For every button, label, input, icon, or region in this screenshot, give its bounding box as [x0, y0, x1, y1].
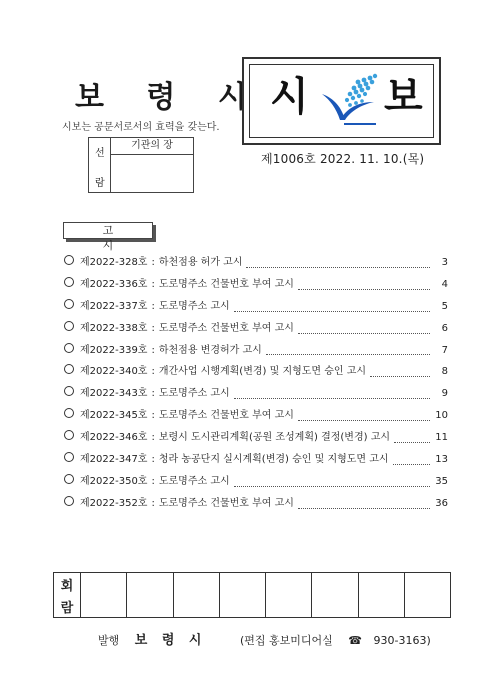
dot-leader	[393, 463, 430, 465]
page-number: 3	[441, 257, 448, 268]
notice-title: 도로명주소 건물번호 부여 고시	[158, 322, 294, 334]
toc-item	[64, 341, 448, 363]
separator: :	[151, 344, 155, 356]
separator: :	[151, 454, 155, 466]
sign-box-label-bottom: 람	[95, 178, 105, 189]
city-name: 보 령 시	[75, 80, 263, 115]
dot-leader	[394, 441, 430, 443]
notice-title: 도로명주소 고시	[158, 300, 230, 312]
page-number: 5	[441, 300, 448, 312]
page-number: 36	[435, 497, 448, 509]
circulation-cell	[81, 573, 127, 617]
circle-bullet-icon	[64, 255, 74, 265]
masthead	[242, 57, 441, 145]
circulation-cell	[127, 573, 173, 617]
circle-bullet-icon	[64, 474, 74, 484]
notice-title: 하천점용 허가 고시	[158, 257, 243, 268]
circle-bullet-icon	[64, 386, 74, 396]
notice-number: 제2022-340호	[80, 366, 148, 378]
publisher-name: 보 령 시	[134, 633, 207, 648]
notice-title: 도로명주소 고시	[158, 475, 230, 487]
notice-title: 도로명주소 건물번호 부여 고시	[158, 410, 294, 422]
page-number: 8	[441, 366, 448, 378]
city-emblem-icon	[320, 72, 378, 130]
page-number: 13	[435, 454, 448, 466]
dot-leader	[266, 353, 430, 355]
separator: :	[151, 475, 155, 487]
circle-bullet-icon	[64, 299, 74, 309]
toc-item	[64, 472, 448, 494]
circulation-table	[53, 572, 451, 618]
circle-bullet-icon	[64, 321, 74, 331]
dot-leader	[298, 419, 430, 421]
publisher-label: 발행	[98, 634, 120, 647]
toc-item	[64, 319, 448, 341]
page-number: 10	[435, 410, 448, 422]
circle-bullet-icon	[64, 277, 74, 287]
toc-item	[64, 428, 448, 450]
separator: :	[151, 432, 155, 444]
toc-item	[64, 450, 448, 472]
toc-item	[64, 384, 448, 406]
toc-item	[64, 275, 448, 297]
toc-item	[64, 494, 448, 516]
section-heading: 고 시	[63, 222, 153, 239]
separator: :	[151, 278, 155, 290]
validity-note: 시보는 공문서로서의 효력을 갖는다.	[62, 122, 220, 133]
phone-number: 930-3163)	[373, 634, 431, 647]
circulation-label-top: 회	[60, 578, 74, 594]
sign-box-side-label	[89, 138, 111, 192]
table-of-contents	[64, 253, 448, 516]
dot-leader	[298, 507, 430, 509]
notice-number: 제2022-346호	[80, 432, 148, 444]
separator: :	[151, 300, 155, 312]
separator: :	[151, 366, 155, 378]
separator: :	[151, 388, 155, 400]
notice-number: 제2022-347호	[80, 454, 148, 466]
toc-item	[64, 362, 448, 384]
page-number: 11	[435, 432, 448, 444]
notice-number: 제2022-352호	[80, 497, 148, 509]
sign-box-label-top: 선	[95, 148, 105, 159]
dot-leader	[234, 397, 430, 399]
toc-item	[64, 297, 448, 319]
circulation-label-bottom: 람	[60, 600, 74, 616]
page-number: 7	[441, 344, 448, 356]
dot-leader	[298, 332, 430, 334]
issue-number-date: 제1006호 2022. 11. 10.(목)	[261, 152, 425, 166]
notice-number: 제2022-350호	[80, 475, 148, 487]
circle-bullet-icon	[64, 496, 74, 506]
circle-bullet-icon	[64, 343, 74, 353]
notice-number: 제2022-339호	[80, 344, 148, 356]
circle-bullet-icon	[64, 364, 74, 374]
dot-leader	[234, 485, 430, 487]
notice-number: 제2022-336호	[80, 278, 148, 290]
circulation-label	[54, 573, 81, 617]
masthead-right-char: 보	[384, 74, 423, 120]
dot-leader	[298, 288, 430, 290]
page-number: 35	[435, 475, 448, 487]
notice-number: 제2022-328호	[80, 257, 148, 268]
circulation-cell	[174, 573, 220, 617]
page-number: 9	[441, 388, 448, 400]
notice-number: 제2022-337호	[80, 300, 148, 312]
notice-title: 청라 농공단지 실시계획(변경) 승인 및 지형도면 고시	[158, 454, 389, 466]
circulation-cell	[405, 573, 450, 617]
circle-bullet-icon	[64, 452, 74, 462]
toc-item	[64, 406, 448, 428]
masthead-left-char: 시	[270, 74, 309, 120]
editor-info: (편집 홍보미디어실	[240, 634, 333, 647]
notice-number: 제2022-345호	[80, 410, 148, 422]
notice-number: 제2022-343호	[80, 388, 148, 400]
separator: :	[151, 497, 155, 509]
toc-item	[64, 253, 448, 275]
dot-leader	[370, 375, 430, 377]
page-number: 6	[441, 322, 448, 334]
notice-title: 도로명주소 고시	[158, 388, 230, 400]
notice-title: 보령시 도시관리계획(공원 조성계획) 결정(변경) 고시	[158, 432, 391, 444]
separator: :	[151, 257, 155, 268]
notice-title: 도로명주소 건물번호 부여 고시	[158, 497, 294, 509]
notice-number: 제2022-338호	[80, 322, 148, 334]
footer	[98, 629, 431, 648]
notice-title: 개간사업 시행계획(변경) 및 지형도면 승인 고시	[158, 366, 367, 378]
notice-title: 하천점용 변경허가 고시	[158, 344, 262, 356]
dot-leader	[246, 266, 430, 268]
circulation-cell	[220, 573, 266, 617]
telephone-icon: ☎	[348, 634, 362, 647]
circulation-cell	[312, 573, 358, 617]
circulation-cell	[359, 573, 405, 617]
dot-leader	[234, 310, 430, 312]
sign-box	[88, 137, 194, 193]
separator: :	[151, 322, 155, 334]
circle-bullet-icon	[64, 430, 74, 440]
sign-box-head: 기관의 장	[111, 138, 193, 155]
page-number: 4	[441, 278, 448, 290]
notice-title: 도로명주소 건물번호 부여 고시	[158, 278, 294, 290]
circle-bullet-icon	[64, 408, 74, 418]
circulation-cell	[266, 573, 312, 617]
separator: :	[151, 410, 155, 422]
